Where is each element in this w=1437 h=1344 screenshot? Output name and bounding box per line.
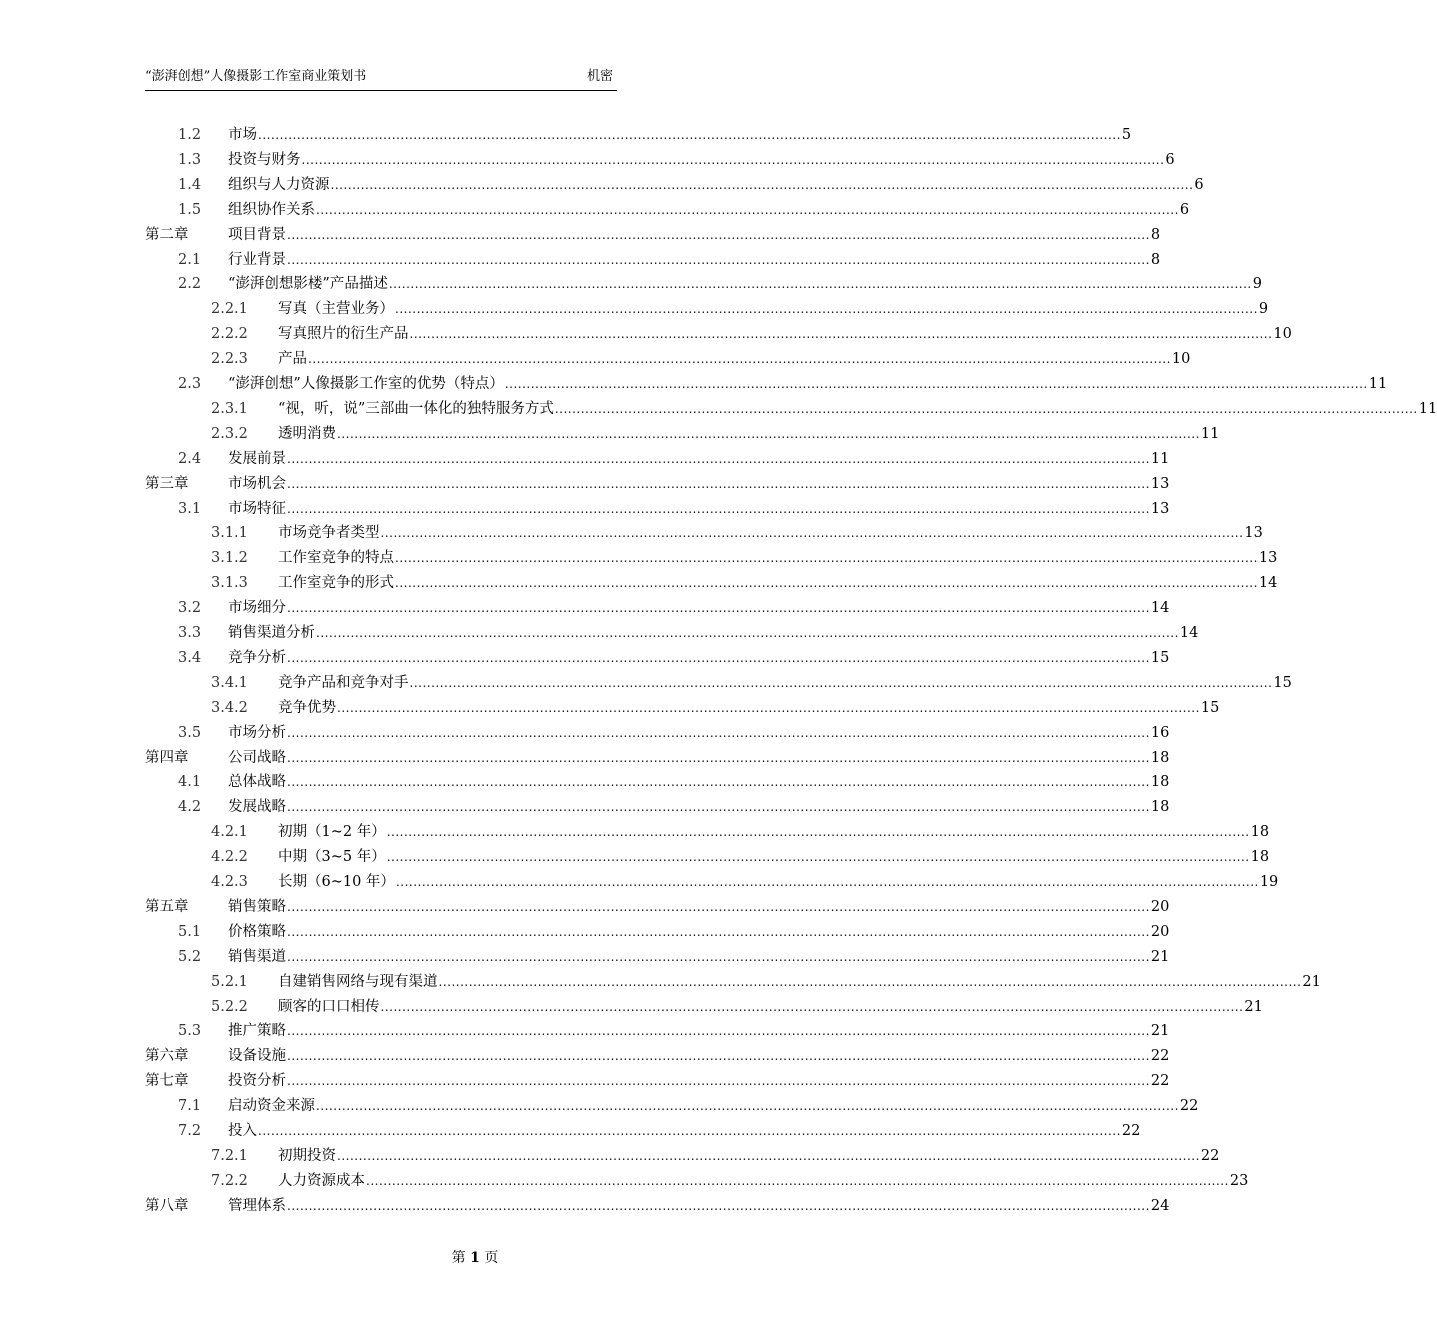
toc-entry-page: 8 bbox=[1150, 226, 1161, 243]
toc-entry-page: 20 bbox=[1150, 923, 1170, 940]
toc-entry-title: 顾客的口口相传 bbox=[278, 998, 380, 1015]
toc-dot-leader: ........................................................................................................................................................................................................ bbox=[287, 451, 1150, 466]
toc-entry[interactable] bbox=[178, 148, 1175, 173]
toc-entry-page: 18 bbox=[1150, 799, 1170, 816]
toc-entry-number: 2.2.2 bbox=[211, 326, 248, 343]
toc-entry[interactable] bbox=[211, 845, 1270, 870]
toc-entry-page: 6 bbox=[1165, 151, 1175, 168]
toc-entry[interactable] bbox=[145, 1194, 1170, 1219]
document-title: “澎湃创想”人像摄影工作室商业策划书 bbox=[145, 69, 367, 84]
toc-dot-leader: ........................................................................................................................................................................................................ bbox=[438, 974, 1302, 989]
toc-entry[interactable] bbox=[178, 198, 1190, 223]
toc-entry[interactable] bbox=[178, 1119, 1141, 1144]
toc-dot-leader: ........................................................................................................................................................................................................ bbox=[287, 1024, 1150, 1039]
toc-entry[interactable] bbox=[211, 1144, 1220, 1169]
toc-entry-number: 5.2.2 bbox=[211, 998, 248, 1015]
toc-entry-title: 竞争产品和竞争对手 bbox=[278, 674, 409, 691]
toc-dot-leader: ........................................................................................................................................................................................................ bbox=[287, 227, 1150, 242]
toc-entry-number: 第七章 bbox=[145, 1073, 189, 1090]
toc-entry-title: 竞争优势 bbox=[278, 699, 336, 716]
toc-entry-number: 3.5 bbox=[178, 724, 202, 741]
toc-dot-leader: ........................................................................................................................................................................................................ bbox=[337, 1148, 1200, 1163]
toc-entry-title: 管理体系 bbox=[228, 1197, 286, 1214]
toc-entry[interactable] bbox=[178, 596, 1170, 621]
toc-entry-number: 1.4 bbox=[178, 176, 202, 193]
toc-entry-title: 投资与财务 bbox=[228, 151, 301, 168]
toc-entry[interactable] bbox=[178, 920, 1170, 945]
toc-entry-number: 4.1 bbox=[178, 774, 202, 791]
toc-entry-page: 15 bbox=[1273, 674, 1292, 691]
toc-entry-number: 3.1.3 bbox=[211, 575, 248, 592]
toc-entry-title: 设备设施 bbox=[228, 1048, 286, 1065]
toc-entry-title: 长期（6~10 年） bbox=[278, 874, 395, 890]
toc-entry-number: 2.3 bbox=[178, 376, 202, 392]
toc-entry-page: 11 bbox=[1150, 450, 1170, 467]
toc-entry-page: 15 bbox=[1150, 649, 1170, 666]
toc-entry-title: 发展战略 bbox=[228, 799, 286, 816]
toc-entry-title: 自建销售网络与现有渠道 bbox=[278, 973, 438, 990]
toc-dot-leader: ........................................................................................................................................................................................................ bbox=[287, 252, 1150, 267]
toc-dot-leader: ........................................................................................................................................................................................................ bbox=[258, 1124, 1121, 1138]
toc-entry-number: 5.3 bbox=[178, 1023, 202, 1040]
toc-entry-title: 项目背景 bbox=[228, 226, 286, 243]
toc-dot-leader: ........................................................................................................................................................................................................ bbox=[388, 277, 1252, 292]
toc-entry-title: 竞争分析 bbox=[228, 649, 286, 666]
toc-entry[interactable] bbox=[145, 895, 1170, 920]
toc-entry[interactable] bbox=[211, 297, 1269, 322]
toc-entry-title: 透明消费 bbox=[278, 425, 336, 442]
toc-entry-page: 6 bbox=[1179, 201, 1190, 218]
toc-entry-page: 11 bbox=[1418, 400, 1437, 417]
toc-entry-title: “澎湃创想”人像摄影工作室的优势（特点） bbox=[228, 376, 504, 392]
toc-entry-number: 2.2.1 bbox=[211, 301, 248, 318]
toc-entry-number: 7.2.2 bbox=[211, 1172, 248, 1189]
toc-entry-number: 4.2.1 bbox=[211, 824, 248, 841]
toc-entry-page: 18 bbox=[1250, 824, 1270, 841]
toc-entry-number: 7.1 bbox=[178, 1098, 202, 1115]
toc-entry[interactable] bbox=[178, 945, 1170, 970]
toc-dot-leader: ........................................................................................................................................................................................................ bbox=[395, 302, 1258, 317]
toc-entry-title: 销售渠道 bbox=[228, 948, 286, 965]
toc-entry-page: 13 bbox=[1150, 500, 1170, 517]
toc-dot-leader: ........................................................................................................................................................................................................ bbox=[395, 875, 1259, 889]
toc-entry[interactable] bbox=[145, 223, 1161, 248]
toc-dot-leader: ........................................................................................................................................................................................................ bbox=[316, 626, 1179, 640]
toc-dot-leader: ........................................................................................................................................................................................................ bbox=[380, 999, 1244, 1014]
toc-dot-leader: ........................................................................................................................................................................................................ bbox=[330, 177, 1194, 192]
toc-dot-leader: ........................................................................................................................................................................................................ bbox=[287, 476, 1150, 491]
toc-dot-leader: ........................................................................................................................................................................................................ bbox=[386, 825, 1250, 840]
toc-entry-title: 市场竞争者类型 bbox=[278, 525, 380, 542]
toc-entry-title: “视，听，说”三部曲一体化的独特服务方式 bbox=[278, 400, 554, 417]
toc-entry[interactable] bbox=[211, 571, 1278, 596]
toc-entry[interactable] bbox=[211, 870, 1279, 895]
page-footer bbox=[0, 1248, 950, 1268]
toc-dot-leader: ........................................................................................................................................................................................................ bbox=[287, 924, 1150, 939]
toc-entry-number: 3.2 bbox=[178, 600, 202, 617]
toc-entry-page: 13 bbox=[1258, 550, 1278, 567]
toc-entry[interactable] bbox=[145, 1069, 1170, 1094]
toc-dot-leader: ........................................................................................................................................................................................................ bbox=[395, 551, 1258, 566]
toc-entry-page: 22 bbox=[1121, 1123, 1141, 1139]
toc-entry[interactable] bbox=[178, 770, 1170, 795]
toc-entry-title: 初期投资 bbox=[278, 1147, 336, 1164]
toc-entry-number: 4.2.2 bbox=[211, 849, 248, 866]
toc-entry-page: 21 bbox=[1302, 973, 1321, 990]
toc-entry-number: 4.2.3 bbox=[211, 874, 248, 890]
toc-dot-leader: ........................................................................................................................................................................................................ bbox=[316, 1099, 1179, 1114]
toc-entry-title: 组织协作关系 bbox=[228, 201, 315, 218]
toc-dot-leader: ........................................................................................................................................................................................................ bbox=[258, 128, 1121, 142]
toc-entry-title: 市场分析 bbox=[228, 724, 286, 741]
toc-dot-leader: ........................................................................................................................................................................................................ bbox=[287, 1074, 1150, 1089]
toc-entry-title: 市场机会 bbox=[228, 475, 286, 492]
toc-entry-page: 21 bbox=[1244, 998, 1263, 1015]
toc-entry[interactable] bbox=[178, 621, 1199, 646]
toc-entry-number: 第六章 bbox=[145, 1048, 189, 1065]
toc-entry-number: 2.2 bbox=[178, 276, 202, 293]
toc-entry[interactable] bbox=[211, 696, 1220, 721]
toc-entry-page: 14 bbox=[1179, 625, 1199, 641]
toc-entry-number: 5.1 bbox=[178, 923, 202, 940]
toc-entry-page: 9 bbox=[1258, 301, 1269, 318]
toc-entry-title: 写真（主营业务） bbox=[278, 301, 394, 318]
toc-dot-leader: ........................................................................................................................................................................................................ bbox=[409, 327, 1273, 342]
toc-entry[interactable] bbox=[178, 1094, 1199, 1119]
toc-entry-title: 总体战略 bbox=[228, 774, 286, 791]
toc-entry-page: 22 bbox=[1150, 1048, 1170, 1065]
toc-dot-leader: ........................................................................................................................................................................................................ bbox=[287, 501, 1150, 516]
toc-entry-title: 产品 bbox=[278, 351, 307, 368]
toc-entry-number: 3.3 bbox=[178, 625, 202, 641]
toc-entry-page: 23 bbox=[1229, 1172, 1249, 1189]
toc-entry-title: 工作室竞争的形式 bbox=[278, 575, 394, 592]
toc-entry-number: 3.1.1 bbox=[211, 525, 248, 542]
toc-entry-title: “澎湃创想影楼”产品描述 bbox=[228, 276, 388, 293]
toc-entry-number: 2.2.3 bbox=[211, 351, 248, 368]
toc-entry[interactable] bbox=[178, 1019, 1170, 1044]
toc-entry-page: 5 bbox=[1121, 127, 1132, 143]
toc-entry-page: 11 bbox=[1368, 376, 1388, 392]
toc-entry-title: 销售策略 bbox=[228, 898, 286, 915]
toc-entry[interactable] bbox=[211, 970, 1321, 995]
toc-entry-number: 3.1.2 bbox=[211, 550, 248, 567]
toc-entry-title: 销售渠道分析 bbox=[228, 625, 315, 641]
toc-entry[interactable] bbox=[178, 646, 1170, 671]
toc-entry[interactable] bbox=[178, 795, 1170, 820]
toc-entry-page: 22 bbox=[1200, 1147, 1220, 1164]
toc-entry-title: 写真照片的衍生产品 bbox=[278, 326, 409, 343]
toc-entry-number: 3.1 bbox=[178, 500, 202, 517]
toc-entry-title: 启动资金来源 bbox=[228, 1098, 315, 1115]
toc-entry-number: 1.3 bbox=[178, 151, 202, 168]
toc-entry-number: 3.4.2 bbox=[211, 699, 248, 716]
toc-entry-page: 10 bbox=[1171, 351, 1191, 368]
toc-entry-page: 14 bbox=[1258, 575, 1278, 592]
toc-entry-page: 22 bbox=[1150, 1073, 1170, 1090]
toc-dot-leader: ........................................................................................................................................................................................................ bbox=[554, 401, 1418, 416]
toc-entry[interactable] bbox=[178, 721, 1170, 746]
toc-entry-title: 发展前景 bbox=[228, 450, 286, 467]
toc-entry-number: 第八章 bbox=[145, 1197, 189, 1214]
toc-entry-page: 19 bbox=[1259, 874, 1279, 890]
toc-dot-leader: ........................................................................................................................................................................................................ bbox=[337, 426, 1200, 441]
toc-entry-page: 21 bbox=[1150, 948, 1170, 965]
toc-dot-leader: ........................................................................................................................................................................................................ bbox=[287, 1049, 1150, 1064]
toc-dot-leader: ........................................................................................................................................................................................................ bbox=[316, 202, 1179, 217]
toc-entry[interactable] bbox=[178, 173, 1204, 198]
toc-entry-number: 3.4.1 bbox=[211, 674, 248, 691]
toc-entry-number: 第四章 bbox=[145, 749, 189, 766]
toc-entry-number: 5.2.1 bbox=[211, 973, 248, 990]
toc-entry-number: 7.2 bbox=[178, 1123, 202, 1139]
toc-dot-leader: ........................................................................................................................................................................................................ bbox=[380, 526, 1244, 541]
toc-entry-title: 中期（3~5 年） bbox=[278, 849, 386, 866]
toc-entry[interactable] bbox=[211, 347, 1191, 372]
toc-entry-number: 4.2 bbox=[178, 799, 202, 816]
toc-entry-page: 21 bbox=[1150, 1023, 1170, 1040]
toc-entry-page: 10 bbox=[1273, 326, 1292, 343]
toc-entry-number: 2.1 bbox=[178, 251, 202, 268]
toc-entry[interactable] bbox=[211, 322, 1292, 347]
toc-entry-title: 市场细分 bbox=[228, 600, 286, 617]
toc-entry-page: 9 bbox=[1252, 276, 1262, 293]
toc-dot-leader: ........................................................................................................................................................................................................ bbox=[287, 775, 1150, 790]
toc-dot-leader: ........................................................................................................................................................................................................ bbox=[409, 675, 1273, 690]
toc-entry[interactable] bbox=[211, 1169, 1249, 1194]
toc-entry-page: 6 bbox=[1194, 176, 1204, 193]
toc-dot-leader: ........................................................................................................................................................................................................ bbox=[287, 899, 1150, 914]
toc-entry-number: 1.2 bbox=[178, 127, 202, 143]
toc-entry[interactable] bbox=[211, 995, 1263, 1020]
footer-prefix: 第 bbox=[451, 1250, 466, 1266]
footer-page-number: 1 bbox=[470, 1250, 480, 1266]
toc-entry[interactable] bbox=[211, 521, 1263, 546]
toc-entry[interactable] bbox=[178, 497, 1170, 522]
toc-dot-leader: ........................................................................................................................................................................................................ bbox=[386, 850, 1250, 865]
toc-entry-page: 13 bbox=[1244, 525, 1263, 542]
toc-entry-title: 人力资源成本 bbox=[278, 1172, 365, 1189]
toc-entry-number: 第五章 bbox=[145, 898, 189, 915]
toc-dot-leader: ........................................................................................................................................................................................................ bbox=[301, 152, 1165, 167]
toc-entry[interactable] bbox=[211, 820, 1270, 845]
toc-entry-page: 18 bbox=[1250, 849, 1270, 866]
confidential-label: 机密 bbox=[587, 69, 614, 84]
toc-dot-leader: ........................................................................................................................................................................................................ bbox=[287, 1198, 1150, 1213]
toc-dot-leader: ........................................................................................................................................................................................................ bbox=[504, 377, 1368, 391]
toc-entry-page: 13 bbox=[1150, 475, 1170, 492]
toc-entry[interactable] bbox=[145, 746, 1170, 771]
toc-entry[interactable] bbox=[178, 248, 1161, 273]
toc-entry-number: 2.4 bbox=[178, 450, 202, 467]
toc-entry-number: 5.2 bbox=[178, 948, 202, 965]
toc-entry-number: 2.3.2 bbox=[211, 425, 248, 442]
toc-dot-leader: ........................................................................................................................................................................................................ bbox=[308, 352, 1171, 367]
toc-entry-number: 2.3.1 bbox=[211, 400, 248, 417]
toc-entry-number: 第二章 bbox=[145, 226, 189, 243]
toc-entry-page: 14 bbox=[1150, 600, 1170, 617]
toc-dot-leader: ........................................................................................................................................................................................................ bbox=[337, 700, 1200, 715]
toc-entry[interactable] bbox=[178, 272, 1262, 297]
toc-entry[interactable] bbox=[211, 397, 1437, 422]
toc-entry-page: 16 bbox=[1150, 724, 1170, 741]
toc-entry-number: 3.4 bbox=[178, 649, 202, 666]
toc-entry-title: 价格策略 bbox=[228, 923, 286, 940]
toc-entry-number: 第三章 bbox=[145, 475, 189, 492]
toc-entry-title: 工作室竞争的特点 bbox=[278, 550, 394, 567]
toc-entry-page: 24 bbox=[1150, 1197, 1170, 1214]
toc-entry[interactable] bbox=[145, 1044, 1170, 1069]
toc-entry-page: 18 bbox=[1150, 774, 1170, 791]
toc-entry[interactable] bbox=[178, 123, 1132, 148]
toc-entry-title: 初期（1~2 年） bbox=[278, 824, 386, 841]
toc-entry[interactable] bbox=[211, 422, 1220, 447]
toc-entry-number: 1.5 bbox=[178, 201, 202, 218]
toc-entry[interactable] bbox=[178, 372, 1388, 397]
toc-entry[interactable] bbox=[145, 472, 1170, 497]
toc-entry-title: 公司战略 bbox=[228, 749, 286, 766]
toc-entry-title: 行业背景 bbox=[228, 251, 286, 268]
toc-entry-title: 组织与人力资源 bbox=[228, 176, 330, 193]
toc-entry[interactable] bbox=[211, 546, 1278, 571]
page-header bbox=[145, 64, 617, 91]
toc-entry-page: 8 bbox=[1150, 251, 1161, 268]
toc-entry-title: 市场特征 bbox=[228, 500, 286, 517]
toc-entry-title: 市场 bbox=[228, 127, 257, 143]
toc-dot-leader: ........................................................................................................................................................................................................ bbox=[287, 601, 1150, 616]
toc-entry-page: 20 bbox=[1150, 898, 1170, 915]
toc-dot-leader: ........................................................................................................................................................................................................ bbox=[395, 576, 1258, 591]
toc-entry-page: 22 bbox=[1179, 1098, 1199, 1115]
toc-entry-title: 投入 bbox=[228, 1123, 257, 1139]
toc-entry[interactable] bbox=[211, 671, 1292, 696]
footer-suffix: 页 bbox=[484, 1250, 499, 1266]
toc-dot-leader: ........................................................................................................................................................................................................ bbox=[287, 725, 1150, 740]
toc-entry-title: 投资分析 bbox=[228, 1073, 286, 1090]
toc-entry-title: 推广策略 bbox=[228, 1023, 286, 1040]
toc-entry-page: 18 bbox=[1150, 749, 1170, 766]
toc-dot-leader: ........................................................................................................................................................................................................ bbox=[366, 1173, 1229, 1188]
toc-dot-leader: ........................................................................................................................................................................................................ bbox=[287, 949, 1150, 964]
toc-entry-number: 7.2.1 bbox=[211, 1147, 248, 1164]
toc-dot-leader: ........................................................................................................................................................................................................ bbox=[287, 650, 1150, 665]
toc-entry[interactable] bbox=[178, 447, 1170, 472]
toc-entry-page: 15 bbox=[1200, 699, 1220, 716]
toc-dot-leader: ........................................................................................................................................................................................................ bbox=[287, 800, 1150, 815]
toc-entry-page: 11 bbox=[1200, 425, 1220, 442]
toc-dot-leader: ........................................................................................................................................................................................................ bbox=[287, 750, 1150, 765]
